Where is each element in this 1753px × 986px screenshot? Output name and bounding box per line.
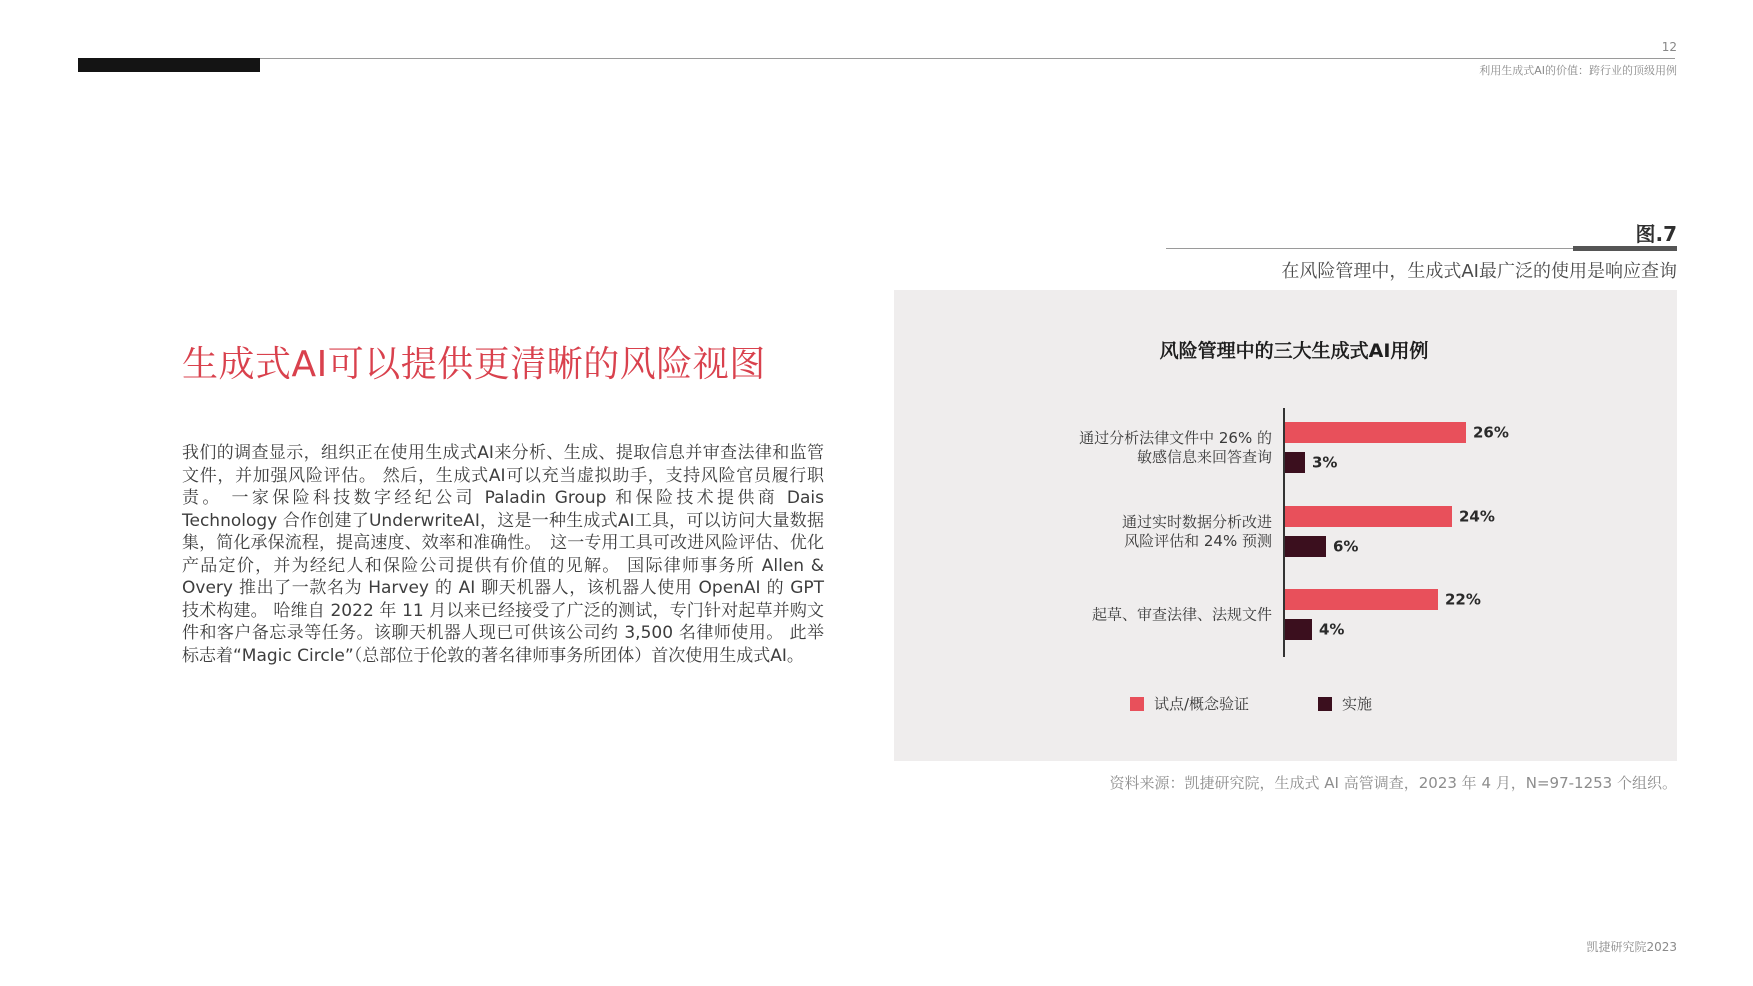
- chart-title: 风险管理中的三大生成式AI用例: [1159, 340, 1429, 362]
- data-label: 4%: [1319, 620, 1345, 639]
- legend-label: 实施: [1342, 695, 1373, 713]
- figure-caption: 在风险管理中，生成式AI最广泛的使用是响应查询: [1281, 261, 1677, 282]
- data-label: 26%: [1473, 423, 1509, 442]
- bar: [1284, 422, 1466, 443]
- category-label: 通过实时数据分析改进: [1121, 513, 1272, 531]
- data-label: 6%: [1333, 537, 1359, 556]
- bar: [1284, 536, 1326, 557]
- footer-credit: 凯捷研究院2023: [1586, 940, 1677, 954]
- body-paragraph: 我们的调查显示，组织正在使用生成式AI来分析、生成、提取信息并审查法律和监管文件，并加强风险评估。 然后，生成式AI可以充当虚拟助手，支持风险官员履行职责。 一家保险科技数字经纪公司 Paladin Group 和保险技术提供商 Dais Technology 合作创建了UnderwriteAI，这是一种生成式AI工具，可以访问大量数据集，简化承保流程，提高速度、效率和准确性。 这一专用工具可改进风险评估、优化产品定价，并为经纪人和保险公司提供有价值的见解。 国际律师事务所 Allen & Overy 推出了一款名为 Harvey 的 AI 聊天机器人，该机器人使用 OpenAI 的 GPT 技术构建。 哈维自 2022 年 11 月以来已经接受了广泛的测试，专门针对起草并购文件和客户备忘录等任务。该聊天机器人现已可供该公司约 3,500 名律师使用。 此举标志着“Magic Circle”（总部位于伦敦的著名律师事务所团体）首次使用生成式AI。: [182, 443, 824, 666]
- header-rule: [260, 58, 1675, 59]
- category-label: 起草、审查法律、法规文件: [1091, 605, 1272, 624]
- section-heading: 生成式AI可以提供更清晰的风险视图: [182, 344, 766, 385]
- bar: [1284, 589, 1438, 610]
- legend-swatch: [1318, 697, 1332, 711]
- legend-label: 试点/概念验证: [1154, 695, 1250, 713]
- bar: [1284, 619, 1312, 640]
- running-title: 利用生成式AI的价值：跨行业的顶级用例: [1479, 64, 1677, 77]
- legend-swatch: [1130, 697, 1144, 711]
- category-label: 敏感信息来回答查询: [1136, 448, 1272, 466]
- page-number: 12: [1661, 40, 1677, 54]
- category-label: 通过分析法律文件中 26% 的: [1079, 429, 1272, 447]
- figure-label: 图.7: [1635, 222, 1677, 246]
- data-label: 24%: [1459, 507, 1495, 526]
- header-accent-bar: [78, 58, 260, 72]
- bar-chart: [894, 290, 1677, 761]
- bar: [1284, 452, 1305, 473]
- category-label: 风险评估和 24% 预测: [1124, 532, 1272, 550]
- data-label: 22%: [1445, 590, 1481, 609]
- figure-rule-accent: [1573, 246, 1677, 251]
- source-note: 资料来源：凯捷研究院，生成式 AI 高管调查，2023 年 4 月，N=97-1253 个组织。: [1109, 774, 1677, 792]
- chart-panel: [894, 290, 1677, 761]
- bar: [1284, 506, 1452, 527]
- data-label: 3%: [1312, 453, 1338, 472]
